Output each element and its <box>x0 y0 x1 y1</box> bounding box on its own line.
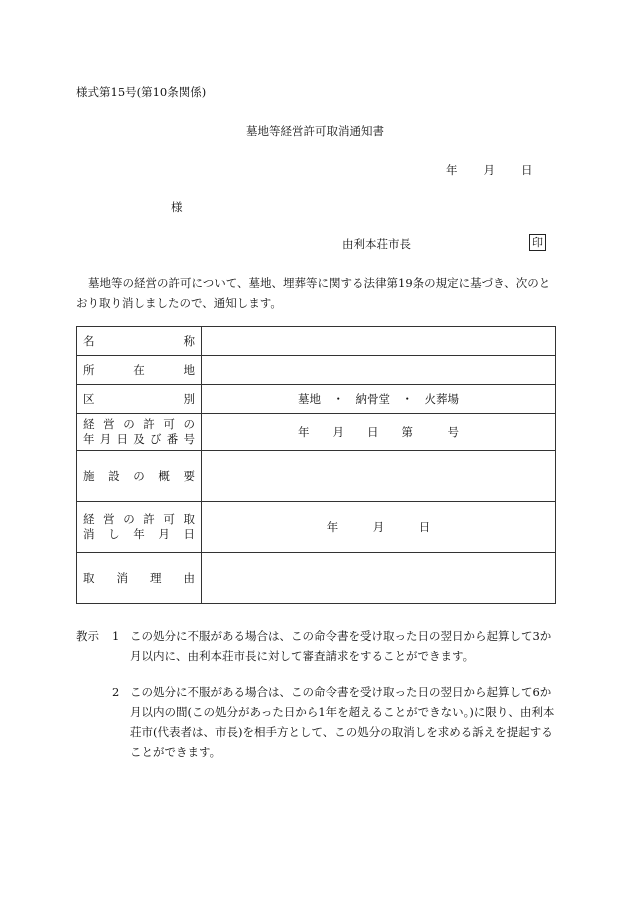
label-char: 取 <box>183 512 195 526</box>
label-char: 名 <box>83 334 95 348</box>
row-label <box>77 385 202 414</box>
table-row <box>77 502 556 553</box>
notes-section <box>76 626 558 762</box>
label-char: 可 <box>163 512 175 526</box>
note-heading: 教示 <box>76 629 99 643</box>
label-char: 施 <box>83 469 95 483</box>
label-char: 営 <box>103 417 115 431</box>
label-char: 許 <box>143 512 155 526</box>
label-char: 許 <box>143 417 155 431</box>
label-char: 日 <box>116 432 128 446</box>
label-char: の <box>123 417 135 431</box>
label-char: 経 <box>83 417 95 431</box>
label-char: 経 <box>83 512 95 526</box>
label-char: し <box>108 527 120 541</box>
label-char: 営 <box>103 512 115 526</box>
row-value <box>202 327 556 356</box>
date-month: 月 <box>483 163 495 177</box>
body-text: 墓地等の経営の許可について、墓地、埋葬等に関する法律第19条の規定に基づき、次のとおり取り消しましたので、通知します。 <box>76 276 551 310</box>
label-char: 称 <box>183 334 195 348</box>
label-char: の <box>183 417 195 431</box>
label-char: 概 <box>158 469 170 483</box>
label-char: 取 <box>83 571 95 585</box>
note-heading <box>76 682 112 762</box>
table-row <box>77 414 556 451</box>
row-value: 墓地 ・ 納骨堂 ・ 火葬場 <box>202 385 556 414</box>
label-char: 月 <box>158 527 170 541</box>
label-char: 別 <box>183 392 195 406</box>
row-label <box>77 327 202 356</box>
date-line <box>446 162 533 178</box>
date-year: 年 <box>446 163 458 177</box>
label-char: 及 <box>133 432 145 446</box>
note-text: この処分に不服がある場合は、この命令書を受け取った日の翌日から起算して3か月以内に、由利本荘市長に対して審査請求をすることができます。 <box>130 629 552 663</box>
addressee-suffix: 様 <box>171 200 183 214</box>
row-label <box>77 553 202 604</box>
table-row <box>77 327 556 356</box>
label-char: 年 <box>83 432 95 446</box>
note-text: この処分に不服がある場合は、この命令書を受け取った日の翌日から起算して6か月以内の間(この処分があった日から1年を超えることができない。)に限り、由利本荘市(代表者は、市長)を相手方として、この処分の取消しを求める訴えを提起することができます。 <box>130 685 555 759</box>
table-row <box>77 385 556 414</box>
note-number: 2 <box>112 685 120 699</box>
note-number: 1 <box>112 629 120 643</box>
label-char: び <box>150 432 162 446</box>
label-char: 要 <box>183 469 195 483</box>
label-char: 地 <box>183 363 195 377</box>
label-char: 理 <box>150 571 162 585</box>
row-value: 年 月 日 <box>202 502 556 553</box>
label-char: 日 <box>183 527 195 541</box>
issuer-name: 由利本荘市長 <box>342 237 411 251</box>
row-value: 年 月 日 第 号 <box>202 414 556 451</box>
row-label <box>77 502 202 553</box>
table-row <box>77 451 556 502</box>
table-row <box>77 553 556 604</box>
row-value <box>202 356 556 385</box>
row-value <box>202 451 556 502</box>
note-item <box>76 626 558 666</box>
label-char: 所 <box>83 363 95 377</box>
label-char: 番 <box>166 432 179 446</box>
seal-mark: 印 <box>529 234 546 251</box>
label-char: 区 <box>83 392 95 406</box>
row-label <box>77 356 202 385</box>
label-char: 在 <box>133 363 145 377</box>
label-char: 由 <box>183 571 195 585</box>
note-item <box>76 682 558 762</box>
document-title: 墓地等経営許可取消通知書 <box>246 124 384 138</box>
label-char: 消 <box>116 571 128 585</box>
label-char: 可 <box>163 417 175 431</box>
label-char: 設 <box>108 469 120 483</box>
row-value <box>202 553 556 604</box>
table-row <box>77 356 556 385</box>
label-char: 月 <box>99 432 112 446</box>
label-char: 消 <box>83 527 95 541</box>
form-number: 様式第15号(第10条関係) <box>76 85 207 99</box>
date-day: 日 <box>521 163 533 177</box>
label-char: の <box>133 469 145 483</box>
row-label <box>77 451 202 502</box>
row-label <box>77 414 202 451</box>
label-char: の <box>123 512 135 526</box>
label-char: 号 <box>183 432 195 446</box>
label-char: 年 <box>133 527 145 541</box>
info-table <box>76 326 556 604</box>
